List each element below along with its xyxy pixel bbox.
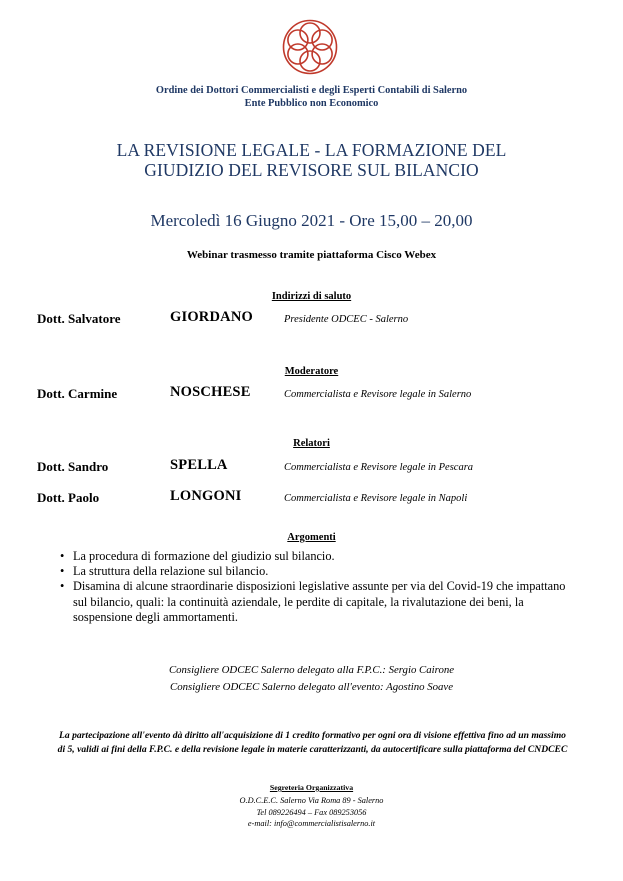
greetings-heading: Indirizzi di saluto	[271, 291, 352, 302]
greeting-speaker-first: Dott. Salvatore	[37, 311, 121, 326]
topic-item: • Disamina di alcune straordinarie disposizioni legislative assunte per via del Covid-19 che impattano sul bilancio, quali: la continuità aziendale, le perdite di capitale, la rivalutazione dei beni, la sospensione degli ammortamenti.	[60, 579, 580, 625]
event-title	[0, 140, 623, 180]
topic-item: • La procedura di formazione del giudizio sul bilancio.	[60, 549, 580, 564]
org-line-1: Ordine dei Dottori Commercialisti e degli Esperti Contabili di Salerno	[155, 85, 468, 96]
moderator-heading: Moderatore	[284, 366, 339, 377]
secretariat-phone: Tel 089226494 – Fax 089253056	[256, 807, 367, 817]
speaker-2-first: Dott. Paolo	[37, 490, 100, 505]
credits-note: La partecipazione all'evento dà diritto all'acquisizione di 1 credito formativo per ogni ora di visione effettiva fino ad un massimo di 5, validi ai fini della F.P.C. e della revisione legale in materie caratterizzanti, da autocertificare sulla piattaforma del CNDCEC	[57, 730, 568, 755]
org-line-2: Ente Pubblico non Economico	[244, 98, 379, 109]
org-name	[0, 84, 623, 110]
speaker-1-first: Dott. Sandro	[37, 459, 109, 474]
greeting-speaker-role: Presidente ODCEC - Salerno	[284, 314, 409, 325]
speaker-2-last: LONGONI	[170, 488, 242, 504]
event-title-line-1: LA REVISIONE LEGALE - LA FORMAZIONE DEL	[116, 140, 507, 160]
topics-list	[60, 549, 580, 625]
speaker-1-last: SPELLA	[170, 457, 228, 473]
greeting-speaker-last: GIORDANO	[170, 309, 253, 325]
speakers-heading: Relatori	[293, 438, 330, 449]
secretariat-info	[0, 795, 623, 830]
secretariat-address: O.D.C.E.C. Salerno Via Roma 89 - Salerno	[239, 796, 384, 805]
secretariat-email: e-mail: info@commercialistisalerno.it	[247, 819, 376, 828]
event-platform: Webinar trasmesso tramite piattaforma Cisco Webex	[186, 249, 437, 261]
topic-item: • La struttura della relazione sul bilancio.	[60, 564, 580, 579]
moderator-role: Commercialista e Revisore legale in Salerno	[284, 389, 472, 400]
delegates	[0, 662, 623, 696]
event-datetime: Mercoledì 16 Giugno 2021 - Ore 15,00 – 20,00	[150, 211, 473, 230]
odcec-logo-icon	[281, 18, 339, 76]
moderator-first: Dott. Carmine	[37, 386, 118, 401]
speaker-2-role: Commercialista e Revisore legale in Napoli	[284, 493, 468, 504]
secretariat-title: Segreteria Organizzativa	[269, 783, 354, 792]
speaker-1-role: Commercialista e Revisore legale in Pescara	[284, 462, 474, 473]
delegate-event: Consigliere ODCEC Salerno delegato all'evento: Agostino Soave	[170, 681, 453, 693]
moderator-last: NOSCHESE	[170, 384, 251, 400]
topics-heading: Argomenti	[287, 532, 336, 543]
event-title-line-2: GIUDIZIO DEL REVISORE SUL BILANCIO	[144, 160, 479, 180]
delegate-fpc: Consigliere ODCEC Salerno delegato alla F.P.C.: Sergio Cairone	[168, 664, 455, 676]
